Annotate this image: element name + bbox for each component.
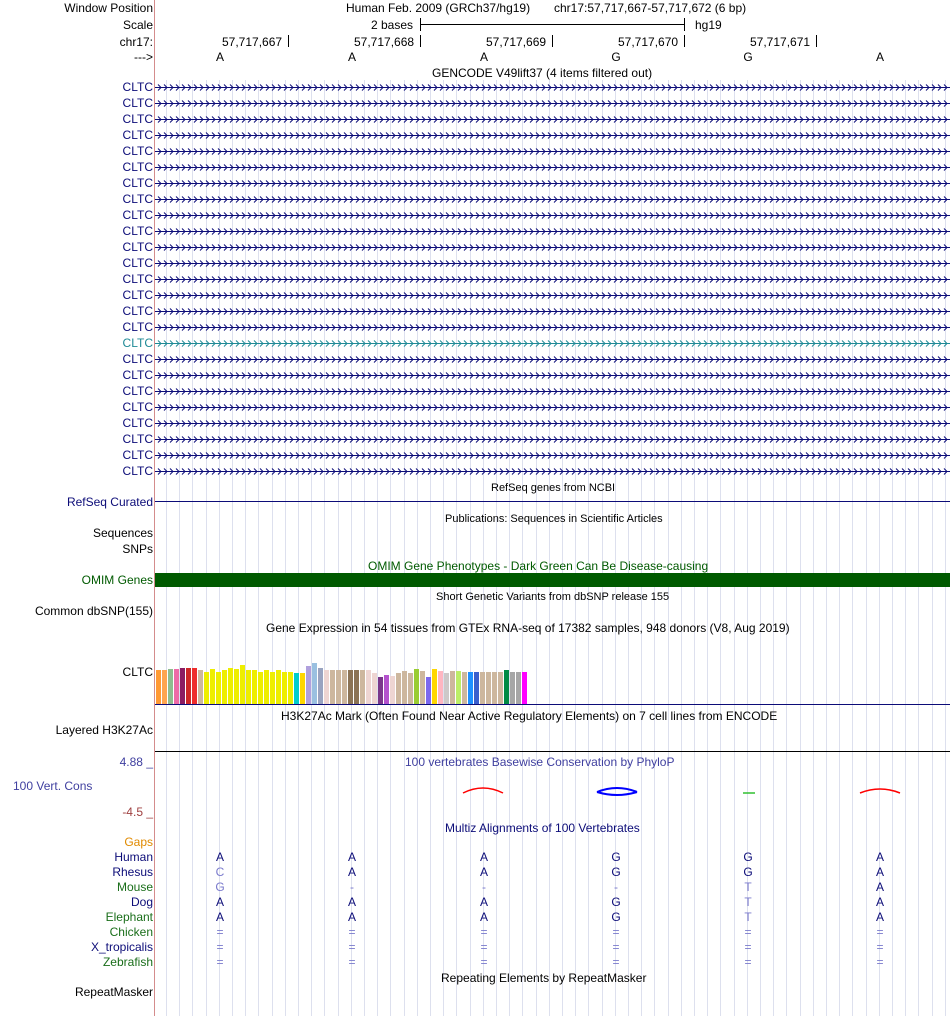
grid-line [496,80,497,1016]
multiz-base: A [347,865,356,879]
gtex-tissue-bar[interactable] [192,668,197,704]
gtex-tissue-bar[interactable] [222,670,227,704]
grid-line [734,80,735,1016]
gencode-gene-label[interactable]: CLTC [122,208,153,222]
grid-line [179,80,180,1016]
omim-gene-bar[interactable] [155,573,950,587]
repeatmasker-track-label[interactable]: RepeatMasker [74,985,153,999]
gencode-transcript[interactable] [155,451,950,460]
multiz-species-label[interactable]: Mouse [116,880,153,894]
coordinate-label: 57,717,668 [354,35,415,49]
scale-bar-left-cap [420,18,421,31]
gtex-tissue-bar[interactable] [396,673,401,704]
multiz-base: = [348,940,356,954]
grid-line [166,80,167,1016]
multiz-base: = [744,955,752,969]
multiz-base: = [876,940,884,954]
coordinate-label: 57,717,670 [618,35,679,49]
gtex-tissue-bar[interactable] [444,673,449,704]
grid-line [668,80,669,1016]
window-position: chr17:57,717,667-57,717,672 (6 bp) [554,1,747,15]
phylop-peak-1 [463,788,503,793]
grid-line [641,80,642,1016]
gtex-tissue-bar[interactable] [324,670,329,704]
coordinate-label: 57,717,667 [222,35,283,49]
gencode-gene-label[interactable]: CLTC [122,80,153,94]
multiz-base: = [612,955,620,969]
grid-line [549,80,550,1016]
gtex-tissue-bar[interactable] [276,670,281,704]
gtex-tissue-bar[interactable] [342,670,347,704]
gtex-tissue-bar[interactable] [306,666,311,704]
h3k27ac-track-title: H3K27Ac Mark (Often Found Near Active Regulatory Elements) on 7 cell lines from ENCODE [281,709,778,723]
grid-line [298,80,299,1016]
gtex-tissue-bar[interactable] [522,672,527,704]
grid-line [932,80,933,1016]
gtex-tissue-bar[interactable] [204,672,209,704]
gencode-gene-label[interactable]: CLTC [122,464,153,478]
multiz-base: A [875,865,884,879]
multiz-base: A [479,910,488,924]
coordinate-label: 57,717,671 [750,35,811,49]
multiz-base: A [479,895,488,909]
multiz-base: A [875,880,884,894]
grid-line [905,80,906,1016]
multiz-species-label[interactable]: X_tropicalis [90,940,153,954]
grid-line [272,80,273,1016]
gtex-tissue-bar[interactable] [432,669,437,704]
gencode-transcript[interactable] [155,307,950,316]
gencode-gene-label[interactable]: CLTC [122,96,153,110]
coordinate-tick [684,35,685,47]
multiz-base: G [611,865,621,879]
gencode-gene-label[interactable]: CLTC [122,432,153,446]
refseq-track-title: RefSeq genes from NCBI [491,482,616,494]
gtex-tissue-bar[interactable] [492,672,497,704]
multiz-base: G [611,910,621,924]
gencode-transcript[interactable] [155,99,950,108]
grid-line [800,80,801,1016]
coordinate-tick [552,35,553,47]
gencode-transcript[interactable] [155,387,950,396]
gtex-tissue-bar[interactable] [264,670,269,704]
gtex-tissue-bar[interactable] [414,669,419,704]
reference-base: G [611,50,621,64]
multiz-base: G [611,895,621,909]
gtex-tissue-bar[interactable] [408,673,413,704]
multiz-base: A [875,895,884,909]
dbsnp-track-label[interactable]: Common dbSNP(155) [34,604,153,618]
gencode-gene-label[interactable]: CLTC [122,304,153,318]
gencode-gene-label[interactable]: CLTC [122,224,153,238]
reference-base: A [215,50,224,64]
gencode-transcript[interactable] [155,147,950,156]
grid-line [866,80,867,1016]
gtex-tissue-bar[interactable] [366,670,371,704]
multiz-species-label[interactable]: Zebrafish [102,955,153,969]
grid-line [918,80,919,1016]
grid-line [720,80,721,1016]
grid-line [588,80,589,1016]
multiz-base: C [215,865,225,879]
grid-line [232,80,233,1016]
refseq-line[interactable] [155,501,950,502]
gtex-tissue-bar[interactable] [210,669,215,704]
gtex-tissue-bar[interactable] [312,663,317,704]
multiz-base: G [215,880,225,894]
grid-line [575,80,576,1016]
grid-line [311,80,312,1016]
gtex-tissue-bar[interactable] [510,672,515,704]
gtex-bar-chart[interactable] [156,634,536,704]
gtex-tissue-bar[interactable] [402,671,407,704]
gtex-tissue-bar[interactable] [372,673,377,704]
gtex-tissue-bar[interactable] [282,672,287,704]
reference-base: A [875,50,884,64]
multiz-base: T [744,910,752,924]
gtex-tissue-bar[interactable] [300,673,305,704]
grid-line [285,80,286,1016]
gencode-transcript[interactable] [155,211,950,220]
gtex-tissue-bar[interactable] [198,670,203,704]
multiz-base: - [350,880,354,894]
gencode-track-title: GENCODE V49lift37 (4 items filtered out) [432,66,653,80]
scale-text: 2 bases [371,18,414,32]
gtex-tissue-bar[interactable] [186,668,191,704]
gencode-transcript[interactable] [155,323,950,332]
gtex-track-title: Gene Expression in 54 tissues from GTEx RNA-seq of 17382 samples, 948 donors (V8, Aug 2019) [266,621,790,635]
gtex-tissue-bar[interactable] [330,670,335,704]
gencode-gene-label[interactable]: CLTC [122,128,153,142]
coordinate-tick [288,35,289,47]
h3k27ac-baseline [155,751,950,752]
gencode-gene-label[interactable]: CLTC [122,416,153,430]
multiz-base: A [347,910,356,924]
grid-line [509,80,510,1016]
gencode-transcript[interactable] [155,291,950,300]
multiz-base: = [216,955,224,969]
gtex-tissue-bar[interactable] [456,671,461,704]
multiz-base: A [479,850,488,864]
gencode-gene-label[interactable]: CLTC [122,320,153,334]
scale-label[interactable]: Scale [122,18,153,32]
grid-line [562,80,563,1016]
gtex-tissue-bar[interactable] [450,671,455,704]
gencode-gene-label[interactable]: CLTC [122,368,153,382]
grid-line [536,80,537,1016]
coordinate-label: 57,717,669 [486,35,547,49]
multiz-base: A [875,850,884,864]
grid-line [654,80,655,1016]
publications-snps-label[interactable]: SNPs [122,542,153,556]
phylop-min-value: -4.5 _ [122,805,153,819]
gencode-transcript[interactable] [155,355,950,364]
gtex-tissue-bar[interactable] [162,670,167,704]
gencode-gene-label[interactable]: CLTC [122,336,153,350]
grid-line [390,80,391,1016]
gtex-tissue-bar[interactable] [486,672,491,704]
grid-line [430,80,431,1016]
gencode-gene-label[interactable]: CLTC [122,144,153,158]
grid-line [945,80,946,1016]
gtex-tissue-bar[interactable] [384,675,389,704]
gencode-transcript[interactable] [155,131,950,140]
grid-line [417,80,418,1016]
gencode-gene-label[interactable]: CLTC [122,352,153,366]
gtex-tissue-bar[interactable] [438,671,443,704]
gtex-tissue-bar[interactable] [180,668,185,704]
gencode-gene-label[interactable]: CLTC [122,400,153,414]
gencode-gene-label[interactable]: CLTC [122,240,153,254]
multiz-base: = [216,925,224,939]
gtex-tissue-bar[interactable] [480,672,485,704]
gtex-track-label[interactable]: CLTC [122,665,153,679]
gtex-tissue-bar[interactable] [462,672,467,704]
grid-line [852,80,853,1016]
grid-line [456,80,457,1016]
multiz-species-label[interactable]: Rhesus [112,865,153,879]
grid-line [602,80,603,1016]
gtex-tissue-bar[interactable] [234,669,239,704]
omim-track-label[interactable]: OMIM Genes [81,573,153,587]
gencode-transcript[interactable] [155,371,950,380]
gtex-tissue-bar[interactable] [258,672,263,704]
dbsnp-track-title: Short Genetic Variants from dbSNP release 155 [436,591,670,603]
gaps-label[interactable]: Gaps [124,835,153,849]
multiz-base: = [216,940,224,954]
chrom-label[interactable]: chr17: [119,35,153,49]
grid-line [760,80,761,1016]
gencode-transcript[interactable] [155,83,950,92]
grid-line [839,80,840,1016]
grid-line [628,80,629,1016]
gencode-transcript[interactable] [155,467,950,476]
gencode-gene-label[interactable]: CLTC [122,272,153,286]
phylop-max-value: 4.88 _ [119,755,153,769]
phylop-peak-2 [597,788,637,795]
reference-base: G [743,50,753,64]
gtex-baseline [155,704,950,705]
gtex-tissue-bar[interactable] [240,665,245,704]
multiz-base: T [744,880,752,894]
grid-line [813,80,814,1016]
gtex-tissue-bar[interactable] [336,670,341,704]
gtex-tissue-bar[interactable] [174,669,179,704]
gtex-tissue-bar[interactable] [504,670,509,704]
refseq-track-label[interactable]: RefSeq Curated [66,495,153,509]
coordinate-tick [816,35,817,47]
multiz-base: A [875,910,884,924]
window-position-label[interactable]: Window Position [64,1,153,15]
multiz-base: = [876,955,884,969]
multiz-base: T [744,895,752,909]
multiz-base: = [480,940,488,954]
publications-track-title: Publications: Sequences in Scientific Articles [445,513,663,525]
grid-line [773,80,774,1016]
gtex-tissue-bar[interactable] [246,670,251,704]
gencode-gene-label[interactable]: CLTC [122,176,153,190]
gencode-transcript[interactable] [155,339,950,348]
multiz-base: A [347,850,356,864]
multiz-base: - [482,880,486,894]
multiz-species-label[interactable]: Human [114,850,153,864]
grid-line [377,80,378,1016]
gtex-tissue-bar[interactable] [516,672,521,704]
gtex-tissue-bar[interactable] [348,670,353,704]
omim-track-title: OMIM Gene Phenotypes - Dark Green Can Be Disease-causing [368,559,709,573]
gtex-tissue-bar[interactable] [426,677,431,704]
gtex-tissue-bar[interactable] [228,668,233,704]
multiz-base: A [215,910,224,924]
multiz-base: = [744,940,752,954]
multiz-base: = [876,925,884,939]
grid-line [364,80,365,1016]
grid-line [404,80,405,1016]
publications-sequences-label[interactable]: Sequences [92,526,153,540]
multiz-base: G [611,850,621,864]
multiz-base: = [612,925,620,939]
grid-line [892,80,893,1016]
multiz-base: = [612,940,620,954]
grid-line [338,80,339,1016]
gencode-gene-label[interactable]: CLTC [122,448,153,462]
gencode-gene-label[interactable]: CLTC [122,112,153,126]
gencode-gene-label[interactable]: CLTC [122,288,153,302]
gtex-tissue-bar[interactable] [252,670,257,704]
gtex-tissue-bar[interactable] [390,676,395,704]
grid-line [206,80,207,1016]
gencode-transcript[interactable] [155,403,950,412]
strand-label[interactable]: ---> [134,50,153,64]
coordinate-tick [420,35,421,47]
grid-line [470,80,471,1016]
gtex-tissue-bar[interactable] [474,672,479,704]
grid-line [258,80,259,1016]
multiz-base: A [215,895,224,909]
repeatmasker-track-title: Repeating Elements by RepeatMasker [441,971,647,985]
gencode-transcript[interactable] [155,179,950,188]
grid-line [443,80,444,1016]
gencode-gene-label[interactable]: CLTC [122,160,153,174]
grid-line [826,80,827,1016]
gtex-tissue-bar[interactable] [498,672,503,704]
grid-line [707,80,708,1016]
gtex-tissue-bar[interactable] [378,677,383,704]
grid-line [694,80,695,1016]
gencode-transcript[interactable] [155,275,950,284]
gtex-tissue-bar[interactable] [360,670,365,704]
base-grid [155,80,950,1016]
gtex-tissue-bar[interactable] [168,669,173,704]
multiz-base: A [479,865,488,879]
gencode-transcript[interactable] [155,419,950,428]
h3k27ac-track-label[interactable]: Layered H3K27Ac [55,723,153,737]
grid-line [681,80,682,1016]
gencode-transcript[interactable] [155,259,950,268]
multiz-base: - [614,880,618,894]
phylop-signal[interactable] [155,785,950,797]
multiz-base: A [215,850,224,864]
multiz-track-title: Multiz Alignments of 100 Vertebrates [445,821,640,835]
gtex-tissue-bar[interactable] [294,673,299,704]
gtex-tissue-bar[interactable] [420,671,425,704]
grid-line [786,80,787,1016]
scale-bar [420,24,684,25]
gtex-tissue-bar[interactable] [216,672,221,704]
reference-base: A [347,50,356,64]
multiz-base: = [348,925,356,939]
multiz-base: A [347,895,356,909]
multiz-species-label[interactable]: Chicken [109,925,153,939]
gtex-tissue-bar[interactable] [156,670,161,704]
multiz-species-label[interactable]: Dog [130,895,153,909]
gencode-transcript[interactable] [155,243,950,252]
gencode-gene-label[interactable]: CLTC [122,256,153,270]
grid-line [324,80,325,1016]
gtex-tissue-bar[interactable] [288,672,293,704]
gencode-gene-label[interactable]: CLTC [122,384,153,398]
gencode-transcript[interactable] [155,227,950,236]
assembly-title: Human Feb. 2009 (GRCh37/hg19) [346,1,531,15]
gencode-gene-label[interactable]: CLTC [122,192,153,206]
phylop-track-title: 100 vertebrates Basewise Conservation by PhyloP [405,755,675,769]
multiz-base: = [348,955,356,969]
gencode-transcript[interactable] [155,435,950,444]
multiz-base: G [743,850,753,864]
multiz-base: = [744,925,752,939]
gtex-tissue-bar[interactable] [318,668,323,704]
scale-db: hg19 [695,18,722,32]
gtex-tissue-bar[interactable] [468,672,473,704]
grid-line [522,80,523,1016]
phylop-peak-4 [860,789,900,793]
gtex-tissue-bar[interactable] [354,670,359,704]
multiz-base: G [743,865,753,879]
grid-line [192,80,193,1016]
multiz-species-label[interactable]: Elephant [105,910,153,924]
gencode-transcript[interactable] [155,115,950,124]
reference-base: A [479,50,488,64]
gtex-tissue-bar[interactable] [270,672,275,704]
multiz-base: = [480,955,488,969]
multiz-base: = [480,925,488,939]
scale-bar-right-cap [684,18,685,31]
grid-line [245,80,246,1016]
phylop-track-label[interactable]: 100 Vert. Cons [13,779,93,793]
gencode-transcript[interactable] [155,163,950,172]
gencode-transcript[interactable] [155,195,950,204]
